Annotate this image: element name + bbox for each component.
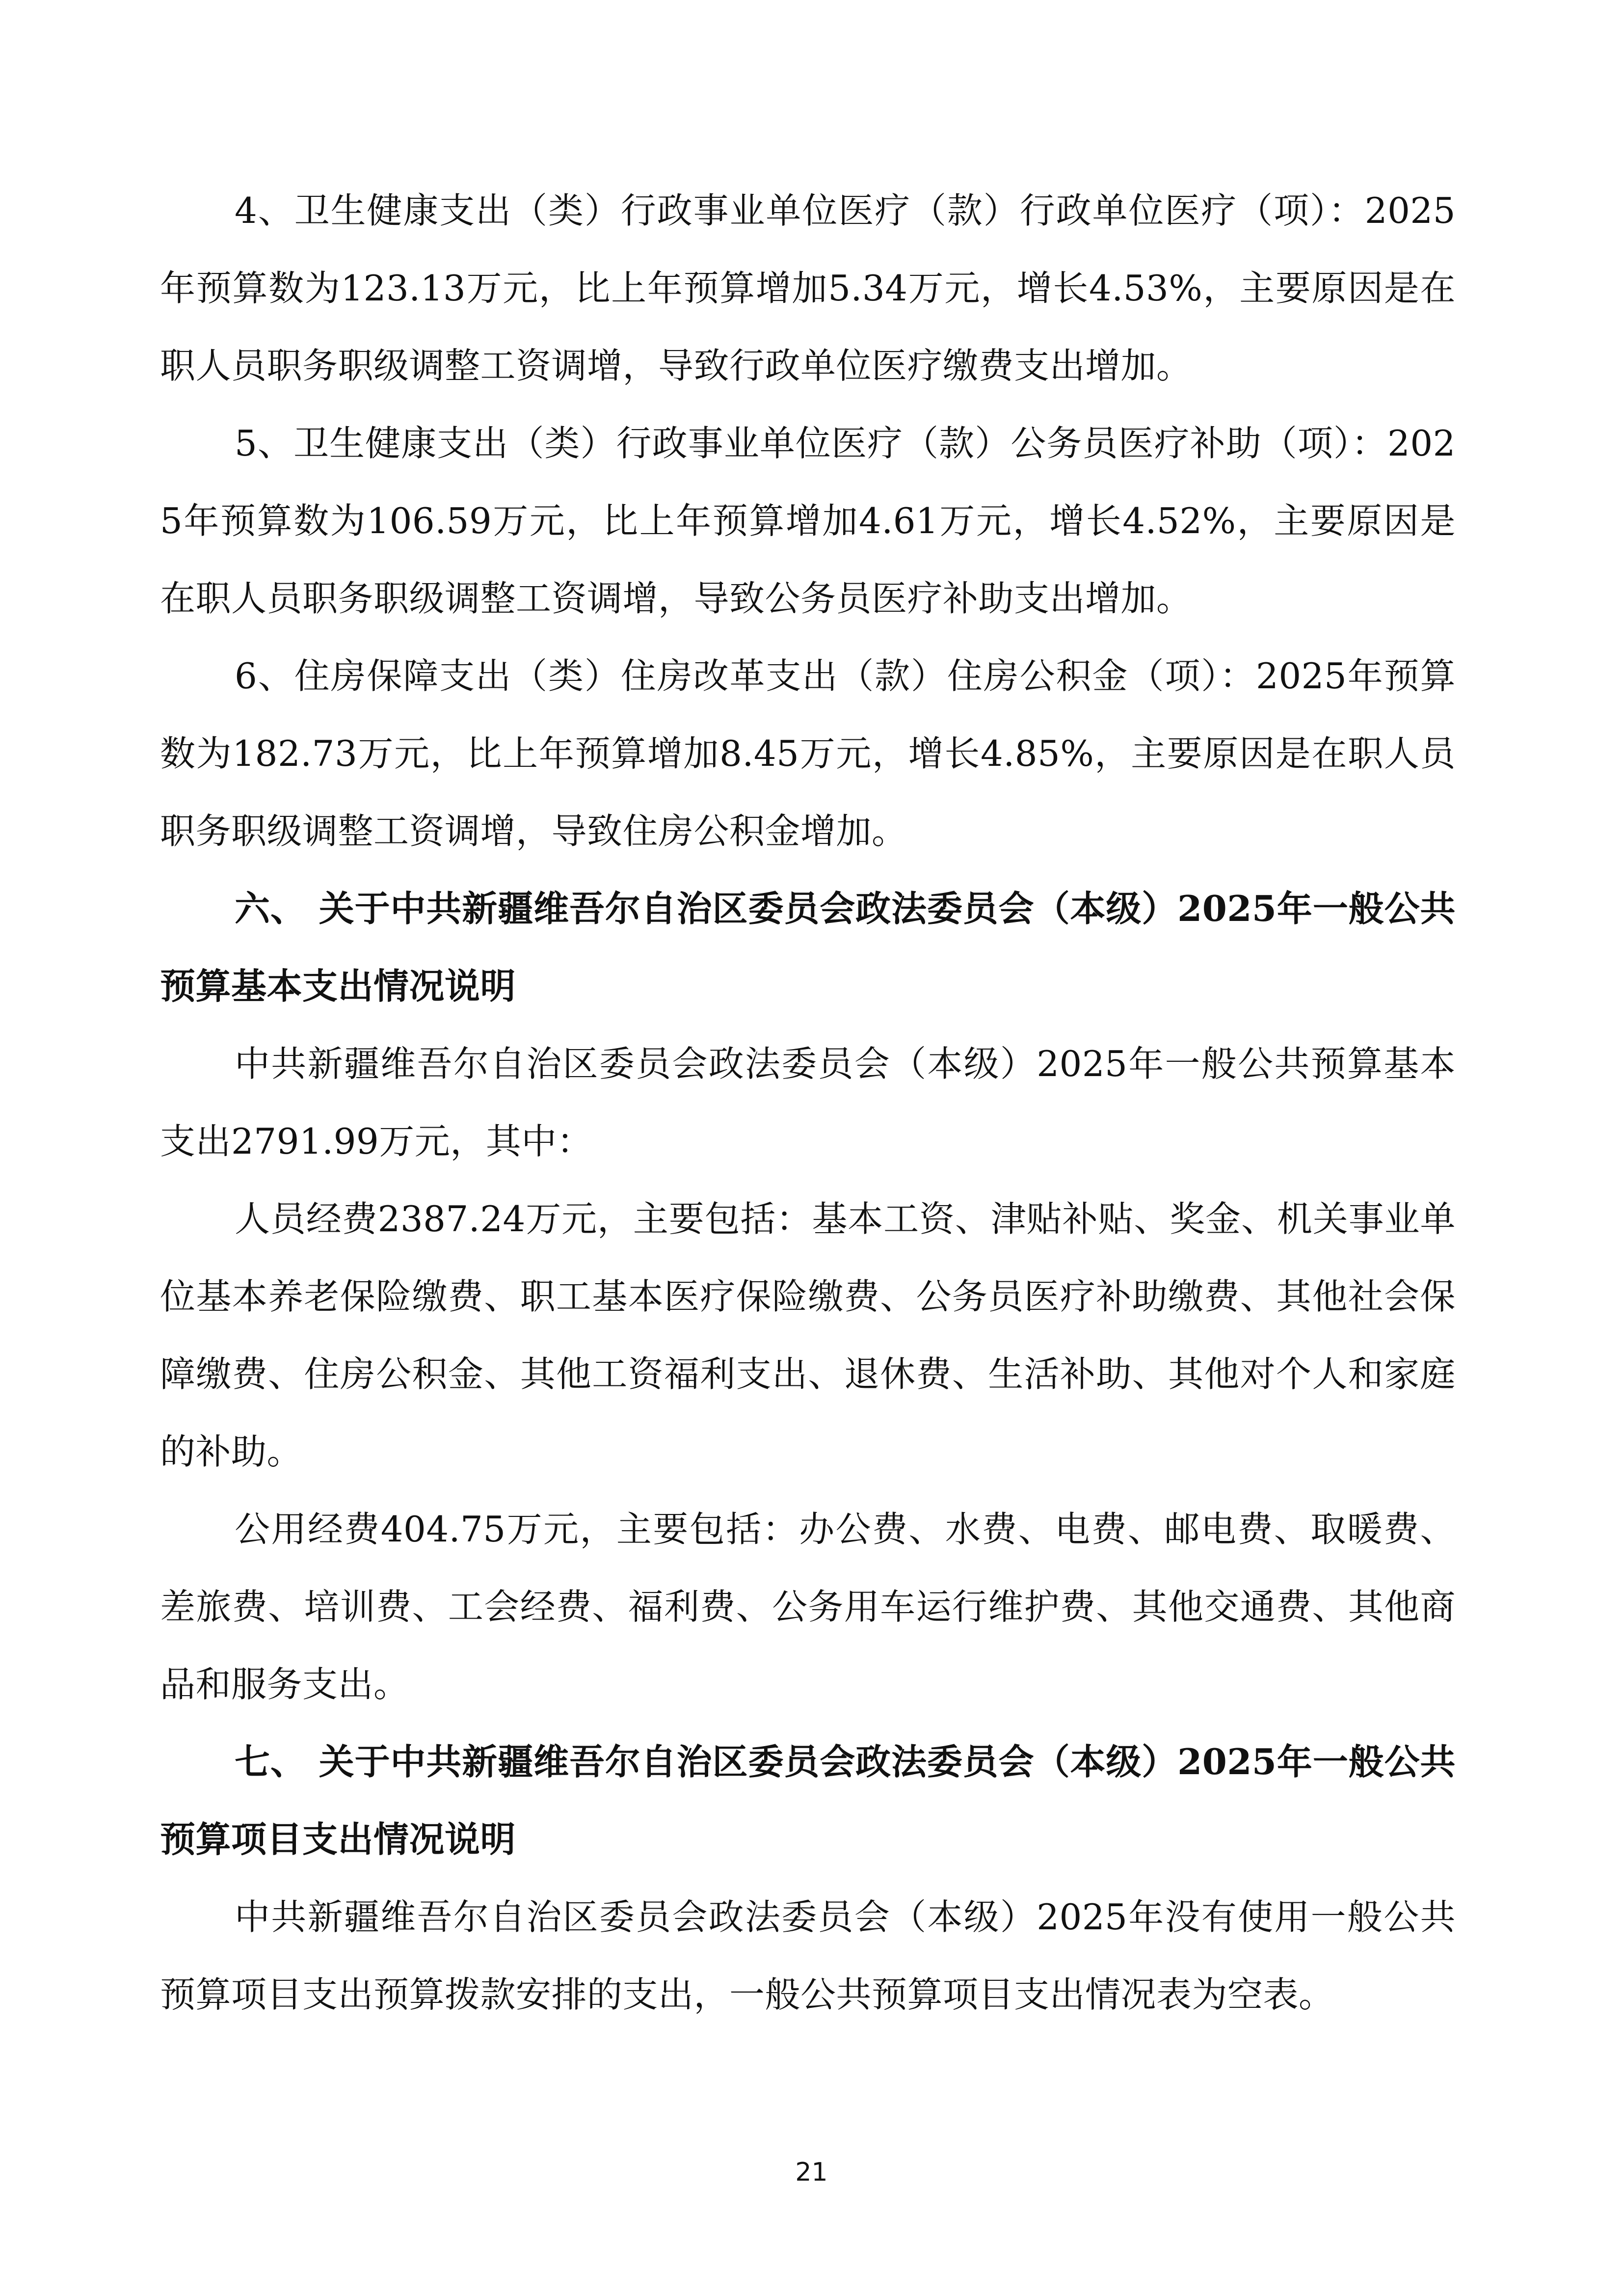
page-body [160,172,1456,2033]
paragraph-item-6: 6、住房保障支出（类）住房改革支出（款）住房公积金（项）：2025年预算数为182.73万元，比上年预算增加8.45万元，增长4.85%，主要原因是在职人员职务职级调整工资调增，导致住房公积金增加。 [160,655,1456,852]
paragraph-item-4: 4、卫生健康支出（类）行政事业单位医疗（款）行政单位医疗（项）：2025年预算数为123.13万元，比上年预算增加5.34万元，增长4.53%，主要原因是在职人员职务职级调整工资调增，导致行政单位医疗缴费支出增加。 [160,190,1456,386]
paragraph-project-expenditure: 中共新疆维吾尔自治区委员会政法委员会（本级）2025年没有使用一般公共预算项目支出预算拨款安排的支出，一般公共预算项目支出情况表为空表。 [160,1896,1456,2015]
paragraph-basic-expenditure-total: 中共新疆维吾尔自治区委员会政法委员会（本级）2025年一般公共预算基本支出2791.99万元，其中： [160,1043,1456,1162]
section-heading-7: 七、 关于中共新疆维吾尔自治区委员会政法委员会（本级）2025年一般公共预算项目支出情况说明 [160,1741,1456,1860]
page-number: 21 [795,2158,828,2187]
paragraph-item-5: 5、卫生健康支出（类）行政事业单位医疗（款）公务员医疗补助（项）：2025年预算数为106.59万元，比上年预算增加4.61万元，增长4.52%，主要原因是在职人员职务职级调整工资调增，导致公务员医疗补助支出增加。 [160,423,1456,619]
paragraph-public-expenses: 公用经费404.75万元，主要包括：办公费、水费、电费、邮电费、取暖费、差旅费、培训费、工会经费、福利费、公务用车运行维护费、其他交通费、其他商品和服务支出。 [160,1509,1456,1705]
section-heading-6: 六、 关于中共新疆维吾尔自治区委员会政法委员会（本级）2025年一般公共预算基本支出情况说明 [160,888,1456,1007]
paragraph-personnel-expenses: 人员经费2387.24万元，主要包括：基本工资、津贴补贴、奖金、机关事业单位基本养老保险缴费、职工基本医疗保险缴费、公务员医疗补助缴费、其他社会保障缴费、住房公积金、其他工资福利支出、退休费、生活补助、其他对个人和家庭的补助。 [160,1198,1456,1472]
